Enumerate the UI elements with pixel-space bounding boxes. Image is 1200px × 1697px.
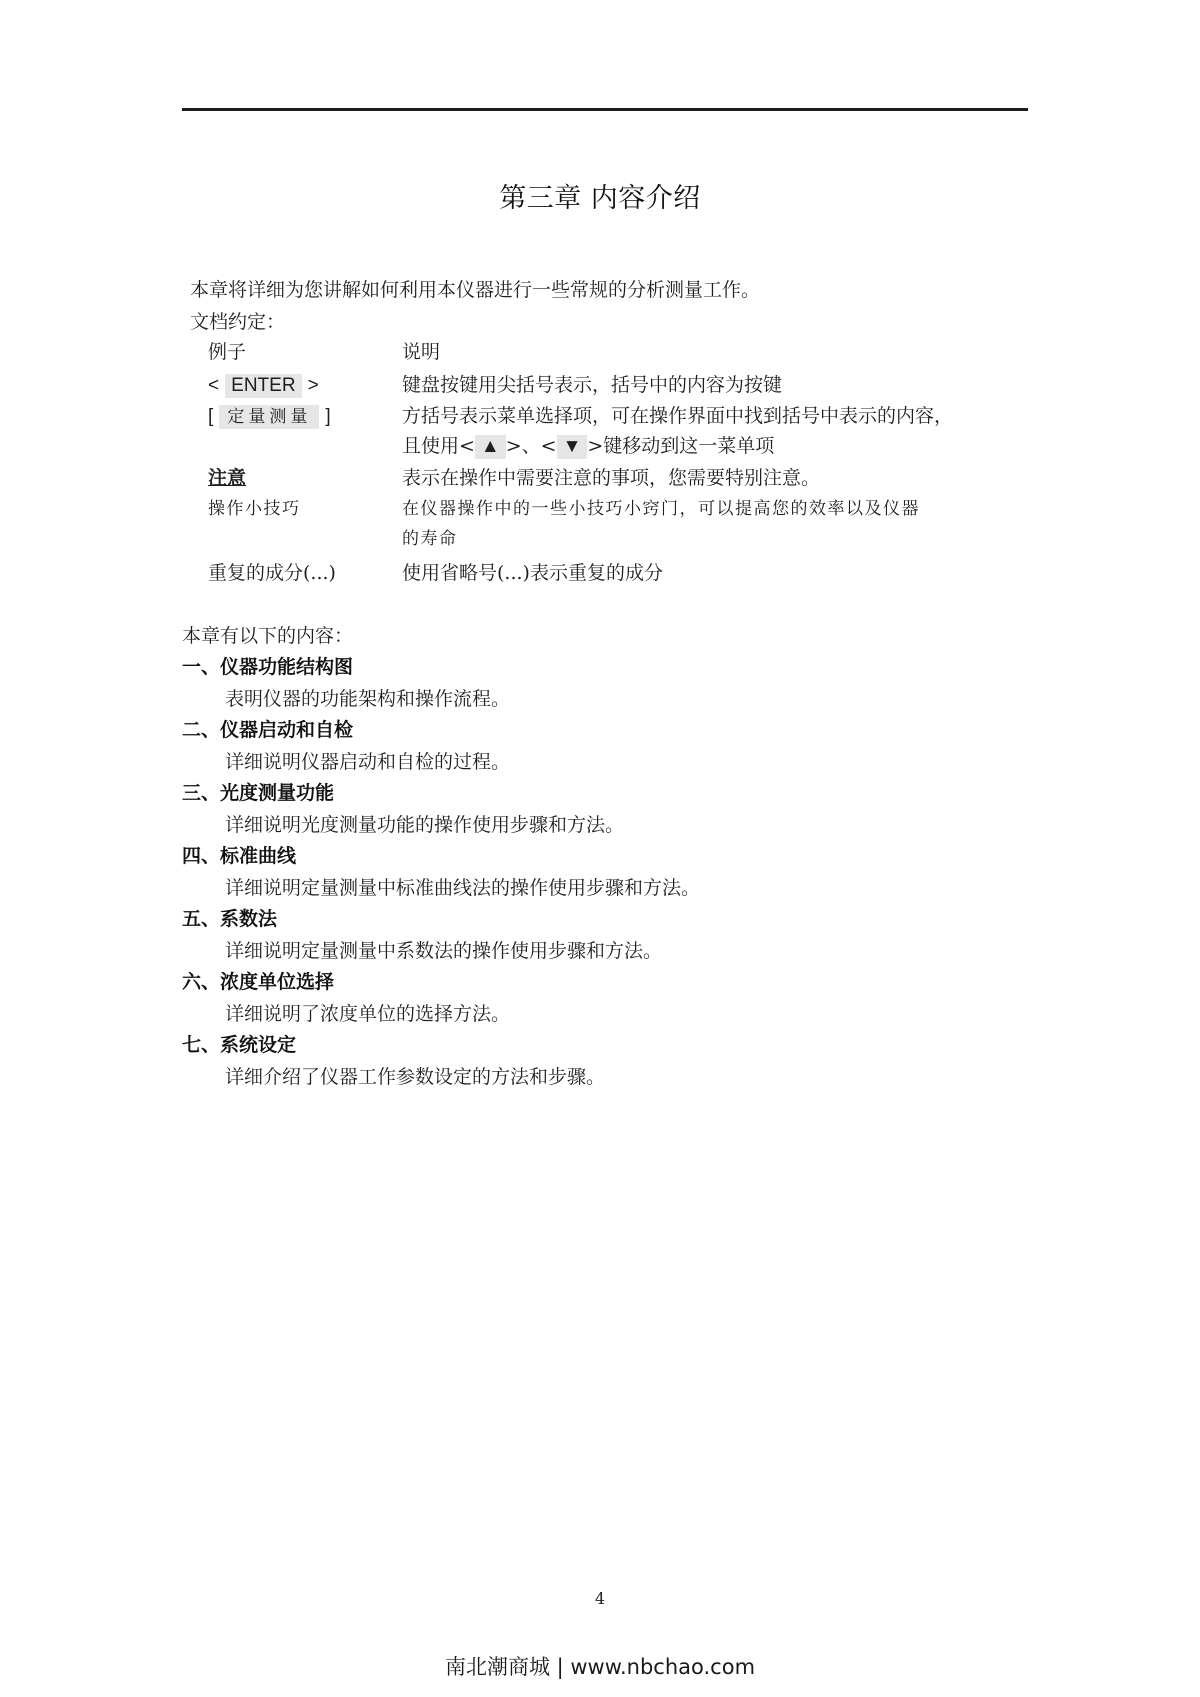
section-heading: 二、仪器启动和自检 bbox=[182, 719, 354, 741]
example-menu-notation bbox=[208, 404, 331, 429]
section-description: 详细说明定量测量中系数法的操作使用步骤和方法。 bbox=[225, 940, 663, 962]
section-description: 详细说明了浓度单位的选择方法。 bbox=[225, 1003, 511, 1025]
text-segment: >、< bbox=[505, 435, 557, 457]
up-arrow-icon: ▲ bbox=[475, 435, 506, 459]
description-tip-line1: 在仪器操作中的一些小技巧小窍门，可以提高您的效率以及仪器 bbox=[402, 499, 920, 519]
description-menu-notation-line2 bbox=[402, 434, 774, 459]
description-tip-line2: 的寿命 bbox=[402, 529, 458, 549]
section-heading: 六、浓度单位选择 bbox=[182, 971, 335, 993]
section-heading: 一、仪器功能结构图 bbox=[182, 656, 354, 678]
section-description: 详细说明仪器启动和自检的过程。 bbox=[225, 751, 511, 773]
conventions-label: 文档约定： bbox=[190, 311, 286, 333]
down-arrow-icon: ▼ bbox=[557, 435, 588, 459]
description-note: 表示在操作中需要注意的事项，您需要特别注意。 bbox=[402, 467, 821, 489]
column-header-description: 说明 bbox=[402, 341, 441, 363]
section-heading: 七、系统设定 bbox=[182, 1034, 297, 1056]
description-menu-notation-line1: 方括号表示菜单选择项，可在操作界面中找到括号中表示的内容， bbox=[402, 405, 954, 427]
description-repeat: 使用省略号(...)表示重复的成分 bbox=[402, 562, 663, 584]
menu-item-sample: 定量测量 bbox=[219, 405, 319, 429]
example-repeat: 重复的成分(...) bbox=[208, 562, 336, 584]
square-bracket-close: ] bbox=[325, 406, 331, 427]
chapter-title: 第三章 内容介绍 bbox=[499, 183, 701, 215]
text-segment: 且使用< bbox=[402, 435, 475, 457]
section-description: 详细说明光度测量功能的操作使用步骤和方法。 bbox=[225, 814, 625, 836]
example-tip: 操作小技巧 bbox=[208, 499, 301, 519]
section-heading: 三、光度测量功能 bbox=[182, 782, 335, 804]
square-bracket-open: [ bbox=[208, 406, 214, 427]
angle-bracket-close: > bbox=[307, 375, 319, 396]
section-description: 详细说明定量测量中标准曲线法的操作使用步骤和方法。 bbox=[225, 877, 701, 899]
contents-intro: 本章有以下的内容： bbox=[182, 625, 354, 647]
header-rule bbox=[182, 108, 1028, 111]
example-key-notation bbox=[208, 373, 319, 398]
intro-text: 本章将详细为您讲解如何利用本仪器进行一些常规的分析测量工作。 bbox=[190, 279, 761, 301]
page-number: 4 bbox=[594, 1589, 606, 1608]
column-header-example: 例子 bbox=[208, 341, 247, 363]
example-note: 注意 bbox=[208, 467, 247, 489]
section-description: 详细介绍了仪器工作参数设定的方法和步骤。 bbox=[225, 1066, 606, 1088]
description-key-notation: 键盘按键用尖括号表示，括号中的内容为按键 bbox=[402, 374, 783, 396]
angle-bracket-open: < bbox=[208, 375, 220, 396]
text-segment: >键移动到这一菜单项 bbox=[587, 435, 775, 457]
section-description: 表明仪器的功能架构和操作流程。 bbox=[225, 688, 511, 710]
section-heading: 五、系数法 bbox=[182, 908, 278, 930]
section-heading: 四、标准曲线 bbox=[182, 845, 297, 867]
enter-key-sample: ENTER bbox=[225, 374, 301, 398]
site-watermark: 南北潮商城 | www.nbchao.com bbox=[444, 1655, 756, 1679]
